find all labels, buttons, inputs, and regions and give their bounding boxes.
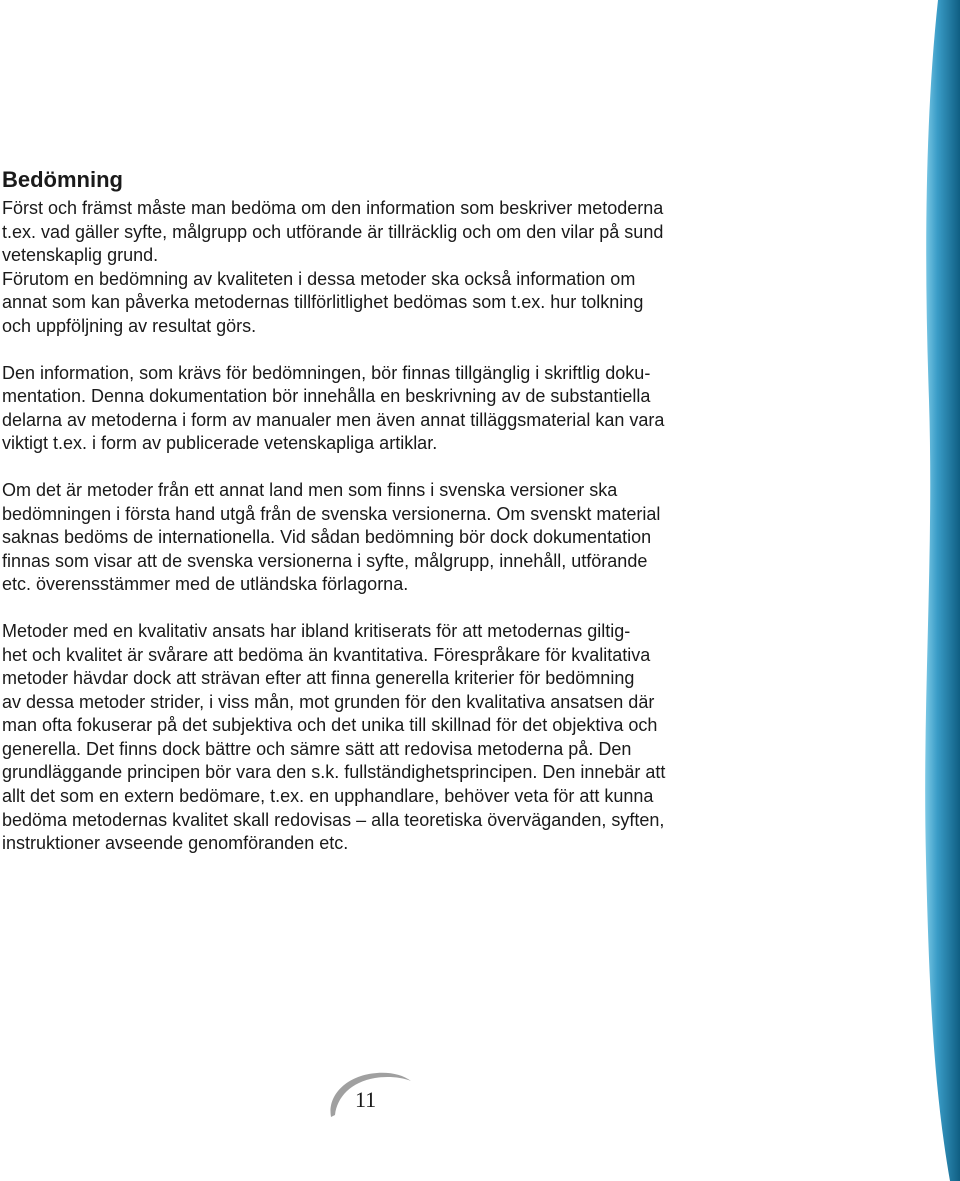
paragraph-foreign-methods: Om det är metoder från ett annat land men som finns i svenska versioner ska bedömningen i första hand utgå från de svenska versionerna. Om svenskt material saknas bedöms de internationella. Vid sådan bedömning bör dock dokumentation finnas som visar att de svenska versionerna i syfte, målgrupp, innehåll, utförande etc. överensstämmer med de utländska förlagorna. <box>2 479 661 595</box>
paragraph-documentation: Den information, som krävs för bedömningen, bör finnas tillgänglig i skriftlig doku- mentation. Denna dokumentation bör innehålla en beskrivning av de substantiella delarna av metoderna i form av manualer men även annat tilläggsmaterial kan vara viktigt t.ex. i form av publicerade vetenskapliga artiklar. <box>2 362 665 454</box>
decorative-side-band <box>920 0 960 1181</box>
main-content <box>2 166 752 856</box>
page-number-badge <box>325 1065 415 1125</box>
paragraph-intro: Först och främst måste man bedöma om den information som beskriver metoderna t.ex. vad gäller syfte, målgrupp och utförande är tillräcklig och om den vilar på sund vetenskaplig grund. Förutom en bedömning av kvaliteten i dessa metoder ska också information om annat som kan påverka metodernas tillförlitlighet bedömas som t.ex. hur tolkning och uppföljning av resultat görs. <box>2 198 664 336</box>
page-number: 11 <box>355 1087 377 1112</box>
section-heading: Bedömning <box>2 167 123 192</box>
paragraph-qualitative-methods: Metoder med en kvalitativ ansats har ibland kritiserats för att metodernas giltig- het och kvalitet är svårare att bedöma än kvantitativa. Förespråkare för kvalitativa metoder hävdar dock att strävan efter att finna generella kriterier för bedömning av dessa metoder strider, i viss mån, mot grunden för den kvalitativa ansatsen där man ofta fokuserar på det subjektiva och det unika till skillnad för det objektiva och generella. Det finns dock bättre och sämre sätt att redovisa metoderna på. Den grundläggande principen bör vara den s.k. fullständighetsprincipen. Den innebär att allt det som en extern bedömare, t.ex. en upphandlare, behöver veta för att kunna bedöma metodernas kvalitet skall redovisas – alla teoretiska överväganden, syften, instruktioner avseende genomföranden etc. <box>2 620 666 854</box>
